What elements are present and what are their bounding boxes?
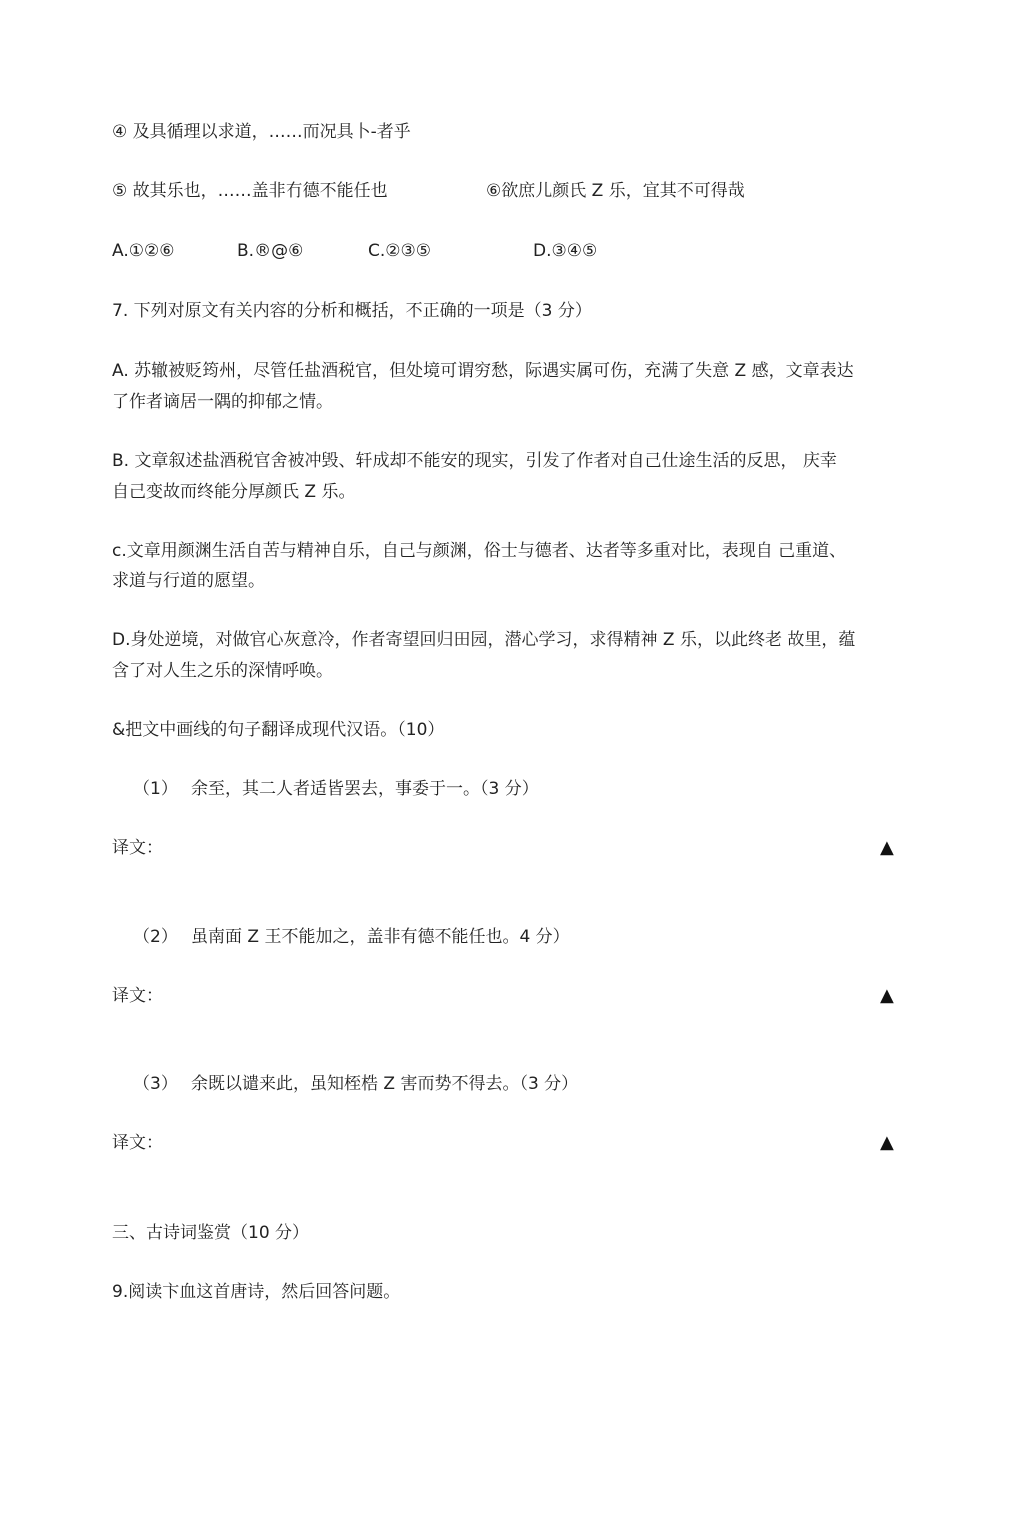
answer-triangle-icon-3: ▲: [880, 1132, 894, 1153]
q7-option-a-line2: 了作者谪居一隅的抑郁之情。: [112, 392, 333, 412]
q7-option-a-line1: A. 苏辙被贬筠州，尽管任盐酒税官，但处境可谓穷愁，际遇实属可伤，充满了失意 Z 感，文章表达: [112, 361, 854, 381]
q7-option-d-line1: D.身处逆境，对做官心灰意冷，作者寄望回归田园，潜心学习，求得精神 Z 乐，以此终老 故里，蕴: [112, 630, 856, 650]
translation-label-3: 译文：: [112, 1133, 163, 1153]
option-item-4: ④ 及具循理以求道，……而况具卜-者乎: [112, 122, 411, 142]
q8-sentence-1-number: （1）: [133, 779, 178, 799]
option-item-5: ⑤ 故其乐也，……盖非冇德不能任也: [112, 181, 388, 201]
section-3-heading: 三、古诗词鉴赏（10 分）: [112, 1223, 310, 1243]
q8-sentence-3-number: （3）: [133, 1074, 178, 1094]
q8-sentence-1: 余至，其二人者适皆罢去，事委于一。（3 分）: [191, 779, 539, 799]
q7-option-b-line2: 自己变故而终能分厚颜氏 Z 乐。: [112, 482, 356, 502]
q8-sentence-3: 余既以谴来此，虽知桎梏 Z 害而势不得去。（3 分）: [191, 1074, 579, 1094]
q8-sentence-2-number: （2）: [133, 927, 178, 947]
q8-stem: &把文中画线的句子翻译成现代汉语。（10）: [112, 720, 445, 740]
translation-label-2: 译文：: [112, 986, 163, 1006]
answer-triangle-icon-1: ▲: [880, 837, 894, 858]
q7-option-d-line2: 含了对人生之乐的深情呼唤。: [112, 661, 333, 681]
q7-option-b-line1: B. 文章叙述盐酒税官舍被冲毁、轩成却不能安的现实，引发了作者对自己仕途生活的反思， 庆幸: [112, 451, 837, 471]
q6-choice-d: D.③④⑤: [533, 241, 598, 261]
answer-triangle-icon-2: ▲: [880, 985, 894, 1006]
option-item-6: ⑥欲庶儿颜氏 Z 乐，宜其不可得哉: [486, 181, 745, 201]
q6-choice-c: C.②③⑤: [368, 241, 431, 261]
q9-stem: 9.阅读卞血这首唐诗，然后回答问题。: [112, 1282, 401, 1302]
q8-sentence-2: 虽南面 Z 王不能加之，盖非有德不能任也。4 分）: [191, 927, 570, 947]
q7-option-c-line2: 求道与行道的愿望。: [112, 571, 265, 591]
q6-choice-b: B.®@⑥: [237, 241, 304, 261]
q7-option-c-line1: c.文章用颜渊生活自苦与精神自乐，自己与颜渊，俗士与德者、达者等多重对比，表现自 己重道、: [112, 541, 847, 561]
q6-choice-a: A.①②⑥: [112, 241, 175, 261]
q7-stem: 7. 下列对原文有关内容的分析和概括，不正确的一项是（3 分）: [112, 301, 592, 321]
translation-label-1: 译文：: [112, 838, 163, 858]
